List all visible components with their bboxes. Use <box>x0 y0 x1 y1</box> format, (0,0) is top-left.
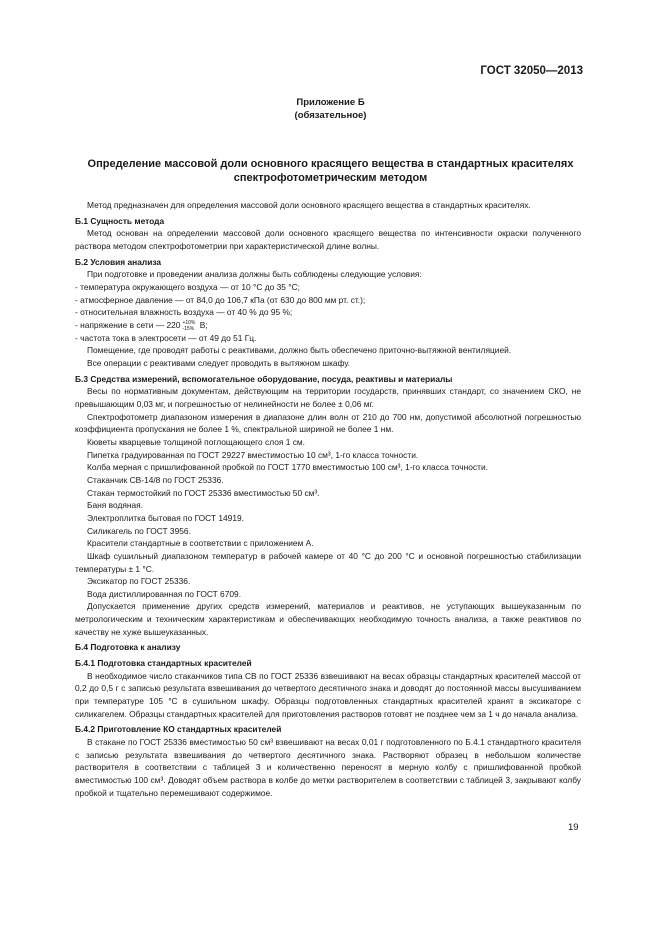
equipment-item: Кюветы кварцевые толщиной поглощающего слоя 1 см. <box>87 436 305 447</box>
condition-item-voltage <box>75 319 581 332</box>
equipment-item: Пипетка градуированная по ГОСТ 29227 вместимостью 10 см³, 1-го класса точности. <box>87 449 419 460</box>
page-number: 19 <box>568 822 579 833</box>
appendix-label: Приложение Б <box>296 97 365 108</box>
equipment-item: Красители стандартные в соответствии с приложением А. <box>87 538 314 549</box>
equipment-item: Шкаф сушильный диапазоном температур в рабочей камере от 40 °С до 200 °С и основной погрешностью стабилизации температуры ± 1 °С. <box>75 550 581 574</box>
equipment-item: Стакан термостойкий по ГОСТ 25336 вместимостью 50 см³. <box>87 487 320 498</box>
section-heading-b1: Б.1 Сущность метода <box>75 215 165 226</box>
section-b2-lead: При подготовке и проведении анализа должны быть соблюдены следующие условия: <box>87 269 422 280</box>
voltage-suffix: В; <box>197 319 208 330</box>
voltage-prefix: - напряжение в сети — 220 <box>75 319 181 330</box>
section-heading-b4: Б.4 Подготовка к анализу <box>75 642 181 653</box>
document-body <box>75 199 581 799</box>
subsection-heading-b41: Б.4.1 Подготовка стандартных красителей <box>75 658 252 669</box>
intro-paragraph: Метод предназначен для определения массовой доли основного красящего вещества в стандартных красителях. <box>87 200 531 210</box>
equipment-item: Вода дистиллированная по ГОСТ 6709. <box>87 588 242 599</box>
equipment-item: Электроплитка бытовая по ГОСТ 14919. <box>87 512 244 523</box>
equipment-item: Допускается применение других средств измерений, материалов и реактивов, не уступающих вышеуказанным по метрологическим и техническим характеристикам и обеспечивающих необходимую точность анализа, а также реактивов по качеству не хуже вышеуказанных. <box>75 601 581 637</box>
document-title: Определение массовой доли основного красящего вещества в стандартных красителях спектрофотометрическим методом <box>87 158 574 184</box>
voltage-tolerance <box>182 320 195 332</box>
section-b2-paragraph: Помещение, где проводят работы с реактивами, должно быть обеспечено приточно-вытяжной вентиляцией. <box>87 345 512 356</box>
equipment-item: Весы по нормативным документам, действующим на территории государств, принявших стандарт, со значением СКО, не превышающим 0,03 мг, и погрешностью от нелинейности не более ± 0,06 мг. <box>75 386 581 409</box>
condition-item: - частота тока в электросети — от 49 до 51 Гц. <box>75 332 257 343</box>
voltage-tolerance-up: +10% <box>182 319 196 326</box>
equipment-item: Эксикатор по ГОСТ 25336. <box>87 576 191 587</box>
subsection-b42-text: В стакане по ГОСТ 25336 вместимостью 50 см³ взвешивают на весах 0,01 г подготовленного по Б.4.1 стандартного красителя с записью результата взвешивания до четвертого десятичного знака. Растворяют образец в небольшом количестве растворителя в соответствии с таблицей 3 и количественно переносят в мерную колбу с пришлифованной пробкой вместимостью 100 см³. Доводят объем раствора в колбе до метки растворителем в соответствии с таблицей 3, закрывают колбу пробкой и тщательно перемешивают содержимое. <box>75 737 581 798</box>
equipment-item: Силикагель по ГОСТ 3956. <box>87 525 191 536</box>
section-b1-text: Метод основан на определении массовой доли основного красящего вещества по интенсивности окраски полученного раствора методом спектрофотометрии при характеристической длине волны. <box>75 228 581 251</box>
standard-header: ГОСТ 32050—2013 <box>480 65 583 77</box>
appendix-heading <box>0 96 661 122</box>
equipment-item: Баня водяная. <box>87 500 144 511</box>
section-heading-b2: Б.2 Условия анализа <box>75 256 162 267</box>
condition-item: - атмосферное давление — от 84,0 до 106,7 кПа (от 630 до 800 мм рт. ст.); <box>75 294 366 305</box>
voltage-tolerance-down: -15% <box>182 325 195 332</box>
equipment-item: Колба мерная с пришлифованной пробкой по ГОСТ 1770 вместимостью 100 см³, 1-го класса точности. <box>87 462 488 473</box>
section-heading-b3: Б.3 Средства измерений, вспомогательное оборудование, посуда, реактивы и материалы <box>75 373 453 384</box>
subsection-b41-text: В необходимое число стаканчиков типа СВ по ГОСТ 25336 взвешивают на весах образцы стандартных красителей массой от 0,2 до 0,5 г с записью результата взвешивания до четвертого десятичного знака и доводят до постоянной массы высушиванием при температуре 105 °С в сушильном шкафу. Образцы подготовленных стандартных красителей хранят в эксикаторе с силикагелем. Образцы стандартных красителей для приготовления растворов готовят не позднее чем за 1 ч до начала анализа. <box>75 670 581 719</box>
subsection-heading-b42: Б.4.2 Приготовление КО стандартных красителей <box>75 724 282 735</box>
equipment-item: Стаканчик СВ-14/8 по ГОСТ 25336. <box>87 474 224 485</box>
condition-item: - температура окружающего воздуха — от 10 °С до 35 °С; <box>75 281 300 292</box>
condition-item: - относительная влажность воздуха — от 40 % до 95 %; <box>75 307 293 318</box>
section-b2-paragraph: Все операции с реактивами следует проводить в вытяжном шкафу. <box>87 358 351 368</box>
equipment-item: Спектрофотометр диапазоном измерения в диапазоне длин волн от 210 до 700 нм, допустимой абсолютной погрешностью коэффициента пропускания не более 1 %, спектральной шириной не более 1 нм. <box>75 411 581 435</box>
appendix-status: (обязательное) <box>294 110 367 121</box>
